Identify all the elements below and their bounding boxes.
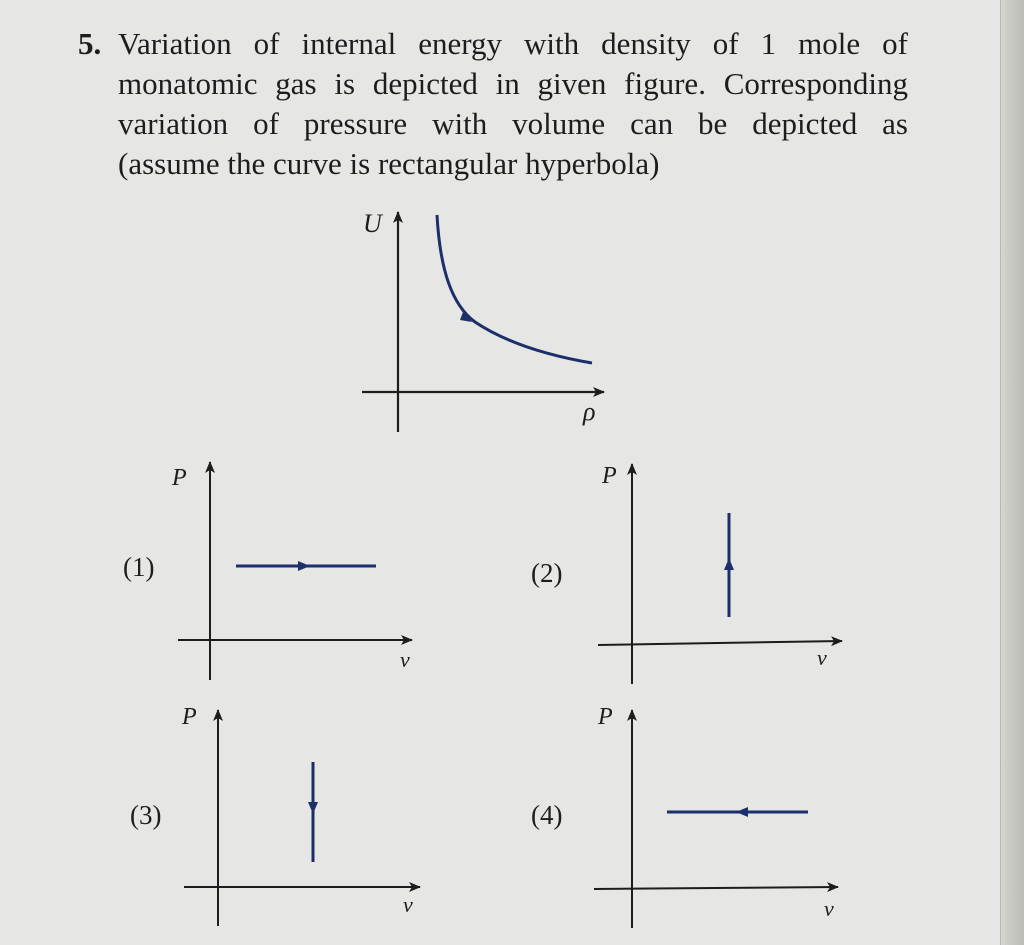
- option-2-label[interactable]: (2): [531, 558, 563, 588]
- opt3-x-label: v: [403, 892, 413, 917]
- question-line-3: variation of pressure with volume can be depicted as: [118, 106, 908, 141]
- main-y-label: U: [363, 209, 382, 238]
- question-line-1: Variation of internal energy with density of 1 mole of: [118, 26, 908, 61]
- main-x-label: ρ: [583, 397, 596, 426]
- opt2-x-axis: [598, 641, 842, 645]
- option-1-graph: [171, 462, 412, 680]
- opt4-x-label: v: [824, 896, 834, 921]
- main-graph: [362, 209, 604, 432]
- question-number: 5.: [78, 26, 102, 61]
- opt1-x-label: v: [400, 647, 410, 672]
- opt2-x-label: v: [817, 645, 827, 670]
- opt3-y-label: P: [182, 704, 197, 730]
- opt2-y-label: P: [602, 463, 617, 489]
- hyperbola-curve: [437, 215, 592, 363]
- opt4-direction-arrow: [736, 807, 748, 817]
- opt3-direction-arrow: [308, 802, 318, 814]
- option-4-graph: [594, 704, 838, 928]
- opt1-y-label: P: [172, 465, 187, 491]
- opt1-direction-arrow: [298, 561, 310, 571]
- opt4-y-label: P: [598, 704, 613, 730]
- opt4-x-axis: [594, 887, 838, 889]
- option-2-graph: [598, 463, 842, 684]
- option-1-label[interactable]: (1): [123, 552, 155, 582]
- option-4-label[interactable]: (4): [531, 800, 563, 830]
- option-3-graph: [181, 704, 420, 926]
- question-line-4: (assume the curve is rectangular hyperbola): [118, 146, 660, 181]
- option-3-label[interactable]: (3): [130, 800, 162, 830]
- question-line-2: monatomic gas is depicted in given figure. Corresponding: [118, 66, 908, 101]
- opt2-direction-arrow: [724, 558, 734, 570]
